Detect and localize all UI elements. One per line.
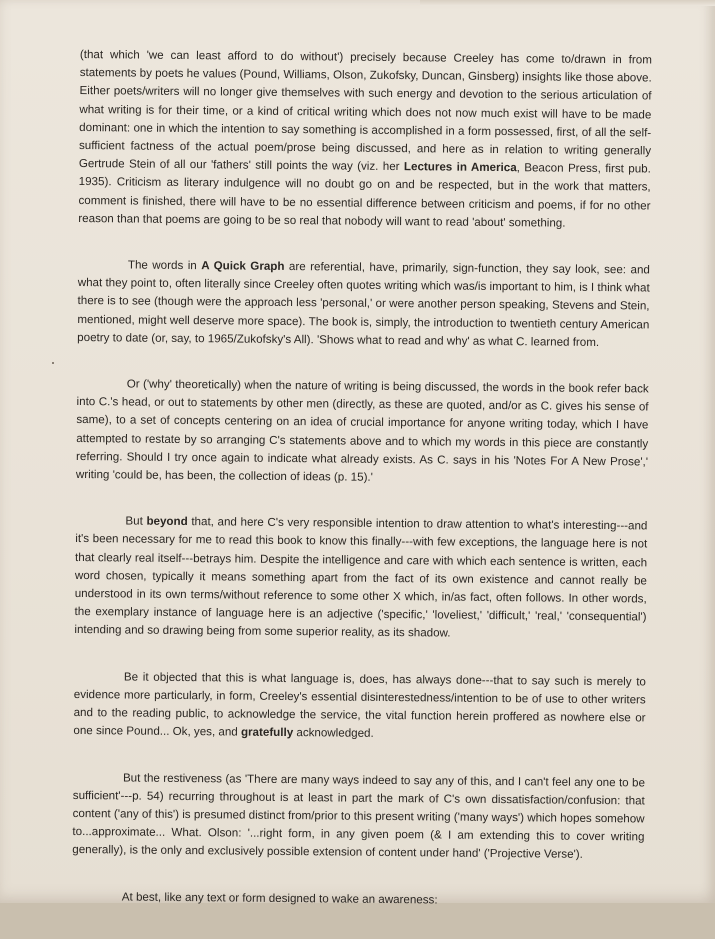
text-run: At best, like any text or form designed to wake an awareness: xyxy=(121,889,438,906)
paragraph xyxy=(73,668,646,746)
text-run: Be it objected that this is what language is, does, has always done---that to say such is merely to evidence more particularly, in form, Creeley's essential disinterestedness/intention to be of use to other writers and to the reading public, to acknowledge the service, the vital function herein proffered as nowhere else or one since Pound... Ok, yes, and xyxy=(73,670,646,739)
text-run: Or ('why' theoretically) when the nature of writing is being discussed, the words in the book refer back into C.'s head, or out to statements by other men (directly, as these are quoted, and/or as C. gives his sense of same), to a set of concepts centering on an idea of crucial importance for anyone writing today, which I have attempted to restate by so arranging C's statements above and to which my words in this piece are constantly referring. Should I try once again to indicate what already exists. As C. says in his 'Notes For A New Prose',' writing 'could be, has been, the collection of ideas (p. 15).' xyxy=(75,377,649,484)
margin-mark xyxy=(52,362,54,364)
bold-title: beyond xyxy=(146,514,188,529)
text-run: acknowledged. xyxy=(293,726,374,741)
paragraph xyxy=(74,512,647,645)
text-run: (that which 'we can least afford to do without') precisely because Creeley has come to/drawn in from statements by poets he values (Pound, Williams, Olson, Zukofsky, Duncan, Ginsberg) insights like those above. Either poets/writers will no longer give themselves with such energy and devotion to the serious articulation of what writing is for their time, or a kind of critical writing which does not now much exist will have to be made dominant: one in which the intention to say something is accomplished in a form possessed, first, of all the self-sufficient factness of the actual poem/prose being discussed, and here as in relation to writing generally Gertrude Stein of all our 'fathers' still points the way (viz. her xyxy=(78,47,652,174)
essay-text xyxy=(71,46,651,939)
paragraph xyxy=(72,887,644,911)
text-run: But the restiveness (as 'There are many ways indeed to say any of this, and I can't feel any one to be sufficient'---p. 54) recurring throughout is at least in part the mark of C's own dissatisfaction/confusion: that content ('any of this') is presumed distinct from/prior to this present writing ('many ways') which hopes somehow to...approximate... What. Olson: '...right form, in any given poem (& I am extending this to cover writing generally), is the only and exclusively possible extension of content under hand' ('Projective Verse'). xyxy=(72,770,646,862)
text-run: are referential, have, primarily, sign-function, they say look, see: and what they point to, often literally since Creeley often quotes writing which was/is important to him, is I think what there is to see (though were the approach less 'personal,' or were another person speaking, Stevens and Stein, mentioned, might well deserve more space). The book is, simply, the introduction to twentieth century American poetry to date (or, say, to 1965/Zukofsky's All). 'Shows what to read and why' as what C. learned from. xyxy=(77,260,650,349)
paragraph xyxy=(77,256,650,353)
text-run: that, and here C's very responsible intention to draw attention to what's interesting---and it's been necessary for me to read this book to know this finally---with few exceptions, the language here is not that clearly real itself---betrays him. Despite the intelligence and care with which each sentence is written, each word chosen, typically it means something apart from the fact of its own existence and cannot really be understood in its own terms/without reference to some other X which, in/as fact, often follows. In other words, the exemplary instance of language here is an adjective ('specific,' 'loveliest,' 'difficult,' 'real,' 'consequential') intending and so drawing being from some superior reality, as its shadow. xyxy=(74,515,648,641)
text-run: , Beacon Press, first pub. 1935). Criticism as literary indulgence will no doubt go on and be respected, but in the work that matters, comment is finished, there will have to be no essential difference between criticism and poems, if for no other reason than that poems are going to be so real that nobody will want to read 'about' something. xyxy=(78,161,651,230)
text-run: The words in xyxy=(127,258,202,273)
paper-top-edge xyxy=(420,0,715,6)
bold-title: Lectures in America xyxy=(403,160,517,175)
paragraph xyxy=(78,46,652,234)
paragraph xyxy=(76,375,649,490)
bold-title: A Quick Graph xyxy=(201,259,285,274)
text-run: But xyxy=(125,514,147,528)
bold-title: gratefully xyxy=(240,725,294,740)
paragraph xyxy=(72,768,645,865)
